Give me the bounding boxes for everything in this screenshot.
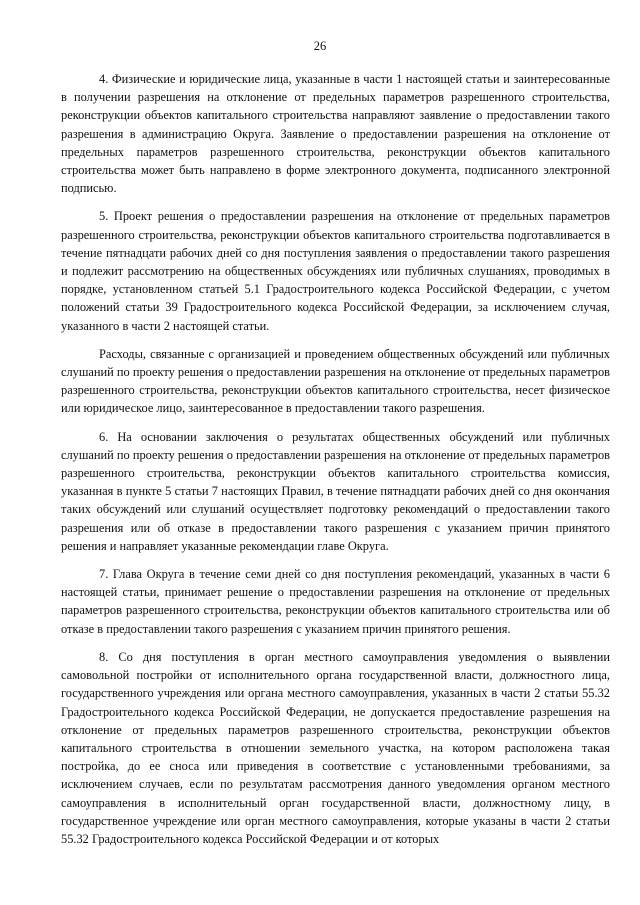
paragraph-5: 5. Проект решения о предоставлении разрешения на отклонение от предельных параметров разрешенного строительства, реконструкции объектов капитального строительства подготавливается в течение пятнадцати рабочих дней со дня поступления заявления о предоставлении такого разрешения и подлежит рассмотрению на общественных обсуждениях или публичных слушаниях, проводимых в порядке, установленном статьей 5.1 Градостроительного кодекса Российской Федерации, с учетом положений статьи 39 Градостроительного кодекса Российской Федерации, за исключением случая, указанного в части 2 настоящей статьи.	[61, 209, 610, 333]
page-number: 26	[313, 39, 327, 53]
paragraph-4: 4. Физические и юридические лица, указанные в части 1 настоящей статьи и заинтересованные в получении разрешения на отклонение от предельных параметров разрешенного строительства, реконструкции объектов капитального строительства направляют заявление о предоставлении такого разрешения в администрацию Округа. Заявление о предоставлении разрешения на отклонение от предельных параметров разрешенного строительства, реконструкции объектов капитального строительства может быть направлено в форме электронного документа, подписанного электронной подписью.	[61, 72, 610, 196]
paragraph-8: 8. Со дня поступления в орган местного самоуправления уведомления о выявлении самовольной постройки от исполнительного органа государственной власти, должностного лица, государственного учреждения или органа местного самоуправления, указанных в части 2 статьи 55.32 Градостроительного кодекса Российской Федерации, не допускается предоставление разрешения на отклонение от предельных параметров разрешенного строительства, реконструкции объектов капитального строительства в отношении земельного участка, на котором расположена такая постройка, до ее сноса или приведения в соответствие с установленными требованиями, за исключением случаев, если по результатам рассмотрения данного уведомления органом местного самоуправления в исполнительный орган государственной власти, должностному лицу, в государственное учреждение или орган местного самоуправления, которые указаны в части 2 статьи 55.32 Градостроительного кодекса Российской Федерации и от которых	[61, 649, 610, 846]
paragraph-7: 7. Глава Округа в течение семи дней со дня поступления рекомендаций, указанных в части 6 настоящей статьи, принимает решение о предоставлении разрешения на отклонение от предельных параметров разрешенного строительства, реконструкции объектов капитального строительства или об отказе в предоставлении такого разрешения с указанием причин принятого решения.	[61, 567, 610, 636]
paragraph-6: 6. На основании заключения о результатах общественных обсуждений или публичных слушаний по проекту решения о предоставлении разрешения на отклонение от предельных параметров разрешенного строительства, реконструкции объектов капитального строительства комиссия, указанная в пункте 5 статьи 7 настоящих Правил, в течение пятнадцати рабочих дней со дня окончания таких обсуждений или слушаний осуществляет подготовку рекомендаций о предоставлении такого разрешения или об отказе в предоставлении такого разрешения с указанием причин принятого решения и направляет указанные рекомендации главе Округа.	[61, 429, 610, 553]
paragraph-expenses: Расходы, связанные с организацией и проведением общественных обсуждений или публичных слушаний по проекту решения о предоставлении разрешения на отклонение от предельных параметров разрешенного строительства, реконструкции объектов капитального строительства, несет физическое или юридическое лицо, заинтересованное в предоставлении такого разрешения.	[61, 346, 610, 416]
document-body	[61, 70, 610, 858]
